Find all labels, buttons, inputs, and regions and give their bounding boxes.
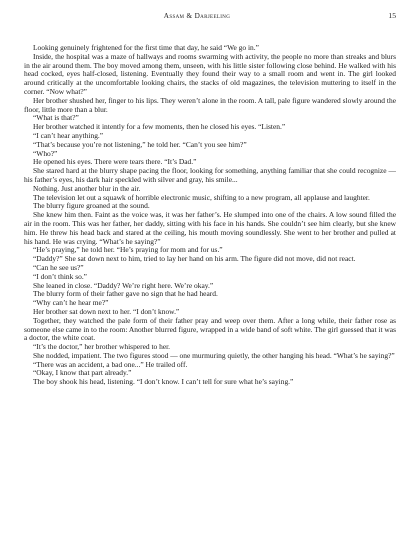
page-number: 15 bbox=[388, 11, 396, 20]
paragraph: He opened his eyes. There were tears there. “It’s Dad.” bbox=[33, 157, 197, 167]
paragraph: She knew him then. Faint as the voice was, it was her father’s. He slumped into one of the chairs. A low sound filled the air in the room. This was her father, her daddy, sitting with his face in his hands. She couldn’t see him clearly, but she knew him. He threw his head back and stared at the ceiling, his mouth moving soundlessly. She went to her brother and pulled at his hand. He was crying. “What’s he saying?” bbox=[24, 210, 396, 246]
paragraph: “Who?” bbox=[33, 148, 58, 158]
paragraph: “He’s praying,” he told her. “He’s praying for mom and for us.” bbox=[33, 245, 223, 255]
paragraph: Her brother watched it intently for a few moments, then he closed his eyes. “Listen.” bbox=[33, 122, 286, 132]
paragraph: She stared hard at the blurry shape pacing the floor, looking for something, anything familiar that she could recognize — his father’s eyes, his dark hair speckled with silver and gray, his smile... bbox=[24, 166, 396, 184]
paragraph: She nodded, impatient. The two figures stood — one murmuring quietly, the other hanging his head. “What’s he saying?” bbox=[33, 350, 395, 360]
paragraph: “Can he see us?” bbox=[33, 262, 84, 272]
paragraph: “It’s the doctor,” her brother whispered to her. bbox=[33, 342, 171, 352]
paragraph: Looking genuinely frightened for the first time that day, he said “We go in.” bbox=[33, 43, 259, 52]
paragraph: “Why can’t he hear me?” bbox=[33, 298, 109, 308]
paragraph: Together, they watched the pale form of their father pray and weep over them. After a long while, their father rose as someone else came in to the room: Another blurred figure, wrapped in a wide band of soft white. The girl guessed that it was a doctor, the white coat. bbox=[24, 315, 396, 343]
paragraph: She leaned in close. “Daddy? We’re right here. We’re okay.” bbox=[33, 280, 214, 290]
paragraph: “Daddy?” She sat down next to him, tried to lay her hand on his arm. The figure did not move, did not react. bbox=[33, 254, 356, 264]
paragraph: “Okay, I know that part already.” bbox=[33, 368, 132, 378]
paragraph: “I can’t hear anything.” bbox=[33, 130, 104, 140]
paragraph: Her brother shushed her, finger to his lips. They weren’t alone in the room. A tall, pale figure wandered slowly around the floor, little more than a blur. bbox=[24, 95, 396, 114]
paragraph: “What is that?” bbox=[33, 113, 79, 123]
paragraph: “That’s because you’re not listening,” he told her. “Can’t you see him?” bbox=[33, 139, 247, 149]
running-head: Assam & Darjeeling bbox=[163, 12, 231, 20]
paragraph: Nothing. Just another blur in the air. bbox=[33, 183, 141, 193]
paragraph: Her brother sat down next to her. “I don’t know.” bbox=[33, 306, 180, 316]
paragraph: “I don’t think so.” bbox=[33, 271, 87, 281]
body-text bbox=[24, 44, 396, 387]
paragraph: “There was an accident, a bad one...” He trailed off. bbox=[33, 359, 188, 369]
page-header bbox=[24, 10, 396, 24]
paragraph: The blurry figure groaned at the sound. bbox=[33, 201, 150, 211]
paragraph: The television let out a squawk of horrible electronic music, shifting to a new program, all applause and laughter. bbox=[33, 192, 370, 202]
paragraph: The blurry form of their father gave no sign that he had heard. bbox=[33, 289, 218, 299]
paragraph: Inside, the hospital was a maze of hallways and rooms swarming with activity, the people no more than streaks and blurs in the air around them. The boy moved among them, unseen, with his little sister following close behind. He walked with his head cocked, eyes half-closed, listening. Eventually they found their way to a small room and went in. The girl looked around critically at the uncomfortable looking chairs, the stacks of old magazines, the television muttering to itself in the corner. “Now what?” bbox=[24, 51, 396, 96]
paragraph: The boy shook his head, listening. “I don’t know. I can’t tell for sure what he’s saying.” bbox=[33, 377, 294, 387]
